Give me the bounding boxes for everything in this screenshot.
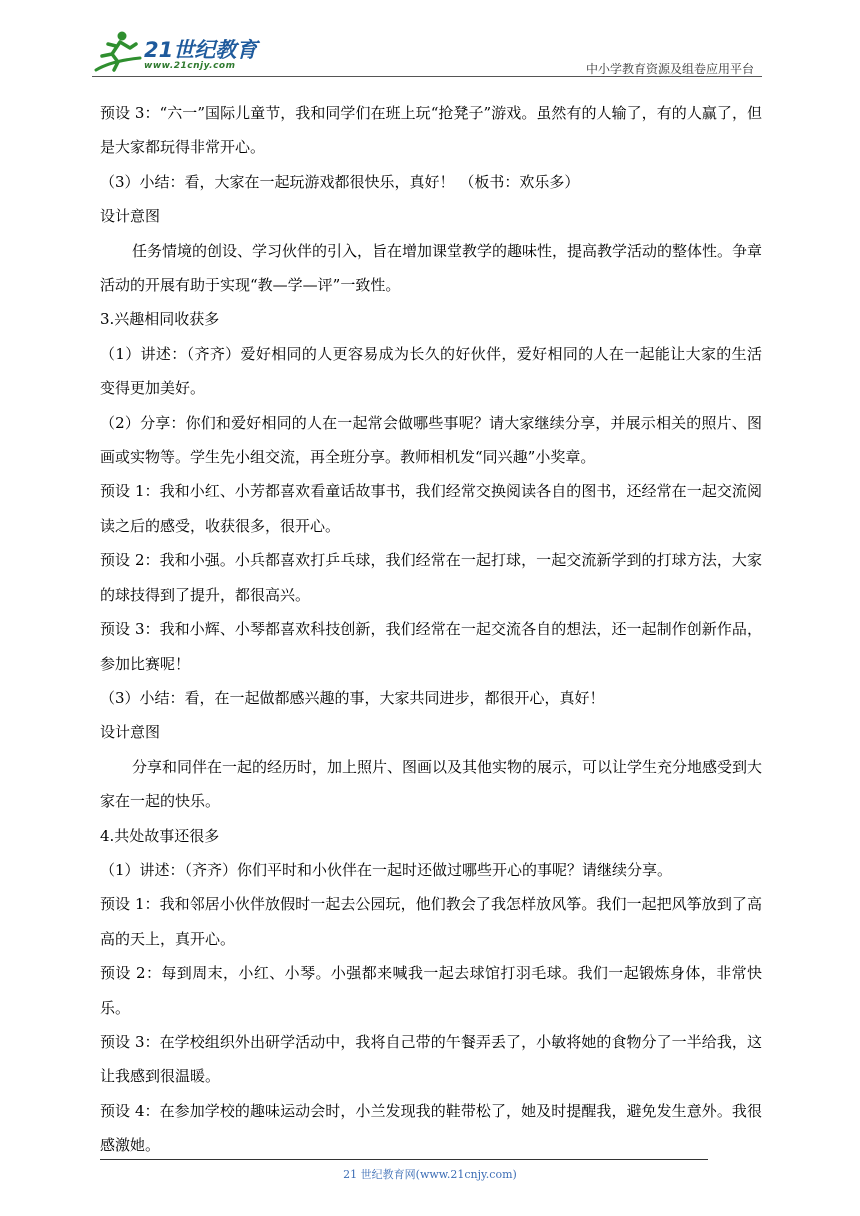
paragraph: 预设 3：“六一”国际儿童节，我和同学们在班上玩“抢凳子”游戏。虽然有的人输了，有的人赢了，但是大家都玩得非常开心。 — [100, 104, 762, 157]
paragraph: 分享和同伴在一起的经历时，加上照片、图画以及其他实物的展示，可以让学生充分地感受到大家在一起的快乐。 — [100, 757, 763, 811]
header-divider — [92, 76, 762, 77]
paragraph: 设计意图 — [100, 723, 161, 742]
footer-divider — [100, 1159, 708, 1160]
paragraph: 任务情境的创设、学习伙伴的引入，旨在增加课堂教学的趣味性，提高教学活动的整体性。争章活动的开展有助于实现“教—学—评”一致性。 — [100, 241, 763, 295]
logo-url: www.21cnjy.com — [144, 61, 236, 71]
paragraph: 预设 3：我和小辉、小琴都喜欢科技创新，我们经常在一起交流各自的想法，还一起制作创新作品，参加比赛呢！ — [100, 620, 762, 673]
paragraph: 预设 2：我和小强。小兵都喜欢打乒乓球，我们经常在一起打球，一起交流新学到的打球方法，大家的球技得到了提升，都很高兴。 — [100, 551, 762, 604]
paragraph: 4.共处故事还很多 — [100, 826, 220, 845]
logo — [92, 28, 262, 78]
paragraph: （3）小结：看，在一起做都感兴趣的事，大家共同进步，都很开心，真好！ — [100, 688, 605, 707]
paragraph: 预设 1：我和小红、小芳都喜欢看童话故事书，我们经常交换阅读各自的图书，还经常在一起交流阅读之后的感受，收获很多，很开心。 — [100, 482, 762, 535]
page-header — [92, 28, 762, 80]
paragraph: 预设 2：每到周末，小红、小琴。小强都来喊我一起去球馆打羽毛球。我们一起锻炼身体，非常快乐。 — [100, 964, 762, 1017]
footer-source: 21 世纪教育网(www.21cnjy.com) — [343, 1168, 517, 1181]
paragraph: （1）讲述：（齐齐）爱好相同的人更容易成为长久的好伙伴，爱好相同的人在一起能让大家的生活变得更加美好。 — [100, 344, 762, 398]
paragraph: （1）讲述：（齐齐）你们平时和小伙伴在一起时还做过哪些开心的事呢？请继续分享。 — [100, 860, 673, 879]
logo-text: 21世纪教育 — [144, 38, 258, 62]
paragraph: 预设 3：在学校组织外出研学活动中，我将自己带的午餐弄丢了，小敏将她的食物分了一半给我，这让我感到很温暖。 — [100, 1032, 762, 1086]
document-body — [100, 96, 762, 1163]
paragraph: 预设 1：我和邻居小伙伴放假时一起去公园玩，他们教会了我怎样放风筝。我们一起把风筝放到了高高的天上，真开心。 — [100, 895, 762, 948]
paragraph: （2）分享：你们和爱好相同的人在一起常会做哪些事呢？请大家继续分享，并展示相关的照片、图画或实物等。学生先小组交流，再全班分享。教师相机发“同兴趣”小奖章。 — [100, 413, 762, 467]
paragraph: （3）小结：看，大家在一起玩游戏都很快乐，真好！ （板书：欢乐多） — [100, 172, 580, 191]
paragraph: 设计意图 — [100, 207, 161, 226]
platform-title: 中小学教育资源及组卷应用平台 — [585, 62, 754, 76]
paragraph: 3.兴趣相同收获多 — [100, 310, 220, 329]
paragraph: 预设 4：在参加学校的趣味运动会时，小兰发现我的鞋带松了，她及时提醒我，避免发生意外。我很感激她。 — [100, 1101, 762, 1155]
runner-logo-icon — [92, 30, 144, 76]
